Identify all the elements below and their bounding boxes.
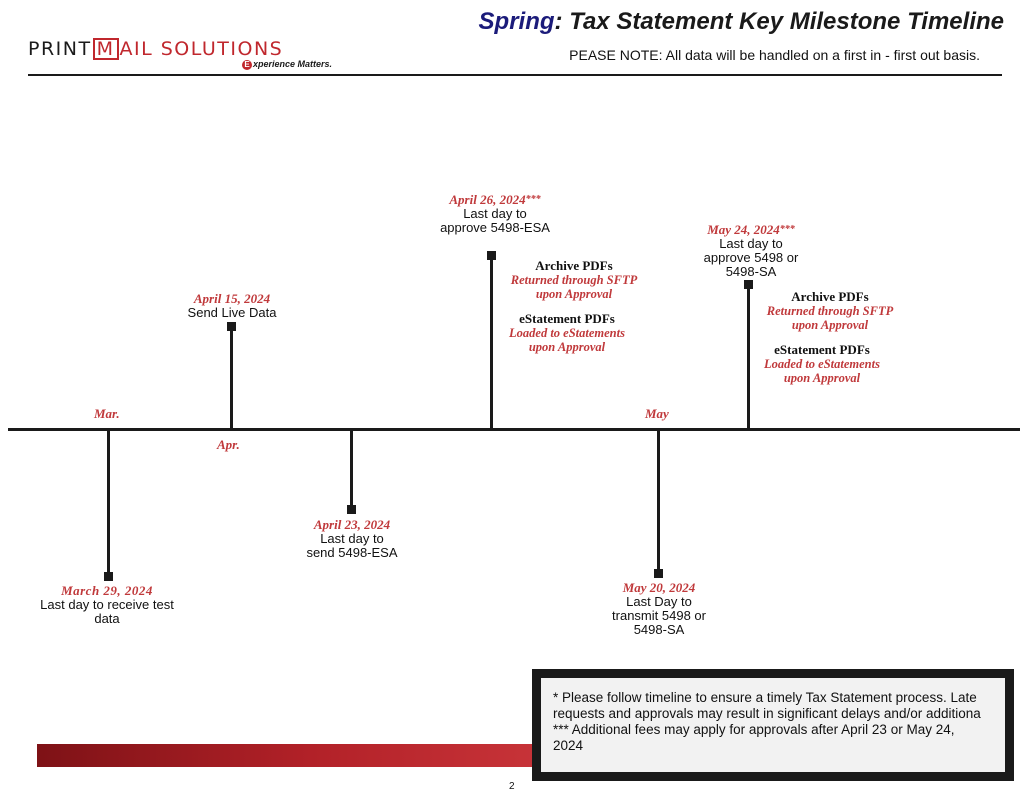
timeline-notice-box (532, 669, 1014, 781)
processing-note: PEASE NOTE: All data will be handled on a first in - first out basis. (569, 47, 980, 63)
notice-line: *** Additional fees may apply for approvals after April 23 or May 24, (553, 722, 955, 737)
notice-line: 2024 (553, 738, 584, 753)
milestone-may20 (608, 581, 710, 637)
estatement-pdf-note-5498: eStatement PDFs Loaded to eStatements upon Approval (764, 342, 880, 385)
estatement-pdf-note-esa: eStatement PDFs Loaded to eStatements upon Approval (509, 311, 625, 354)
milestone-desc: Last Day to transmit 5498 or 5498-SA (612, 594, 706, 637)
milestone-date: April 26, 2024*** (449, 192, 541, 207)
milestone-marker-may20 (654, 569, 663, 578)
milestone-date: March 29, 2024 (61, 583, 153, 598)
page-number: 2 (509, 781, 515, 792)
company-logo (28, 38, 358, 72)
milestone-marker-mar29 (104, 572, 113, 581)
archive-pdf-note-5498: Archive PDFs Returned through SFTP upon Approval (766, 289, 894, 332)
milestone-may24 (696, 223, 806, 279)
milestone-mar29 (37, 584, 177, 626)
notice-content (541, 678, 1005, 772)
footer-accent-bar (37, 744, 535, 767)
month-label-may: May (645, 406, 669, 421)
milestone-marker-apr15 (227, 322, 236, 331)
milestone-date: May 20, 2024 (622, 580, 696, 595)
experience-e-icon: E (242, 60, 252, 70)
milestone-marker-may24 (744, 280, 753, 289)
title-season: Spring (478, 8, 555, 35)
title-text: : Tax Statement Key Milestone Timeline (554, 8, 1004, 35)
milestone-apr26 (439, 193, 551, 235)
notice-line: * Please follow timeline to ensure a timely Tax Statement process. Late (553, 690, 977, 705)
logo-print-text: PRINT (28, 38, 92, 60)
milestone-desc: Last day to receive test data (40, 597, 174, 626)
milestone-marker-apr23 (347, 505, 356, 514)
fee-marker: *** (525, 194, 541, 205)
notice-line: requests and approvals may result in significant delays and/or additiona (553, 706, 981, 721)
milestone-stem-apr23 (350, 430, 353, 508)
logo-ail-text: AIL (119, 38, 154, 60)
milestone-stem-may20 (657, 430, 660, 572)
milestone-stem-apr15 (230, 325, 233, 429)
milestone-apr15 (162, 292, 302, 320)
mail-envelope-icon: M (93, 38, 119, 60)
fee-marker: *** (779, 224, 795, 235)
page-title (479, 8, 1004, 36)
milestone-date: April 15, 2024 (193, 291, 271, 306)
milestone-date: May 24, 2024*** (707, 222, 795, 237)
milestone-stem-mar29 (107, 430, 110, 574)
milestone-desc: Last day to send 5498-ESA (306, 531, 398, 560)
month-label-mar: Mar. (94, 406, 120, 421)
logo-wordmark (28, 38, 283, 60)
logo-solutions-text: SOLUTIONS (160, 38, 284, 60)
milestone-date: April 23, 2024 (313, 517, 391, 532)
archive-pdf-note-esa: Archive PDFs Returned through SFTP upon Approval (510, 258, 638, 301)
milestone-apr23 (306, 518, 398, 560)
logo-tagline: E xperience Matters. (242, 59, 332, 70)
milestone-desc: Send Live Data (187, 305, 277, 320)
milestone-desc: Last day to approve 5498 or 5498-SA (703, 236, 799, 279)
header-divider (28, 74, 1002, 76)
month-label-apr: Apr. (217, 437, 240, 452)
milestone-desc: Last day to approve 5498-ESA (440, 206, 550, 235)
timeline-axis (8, 428, 1020, 431)
